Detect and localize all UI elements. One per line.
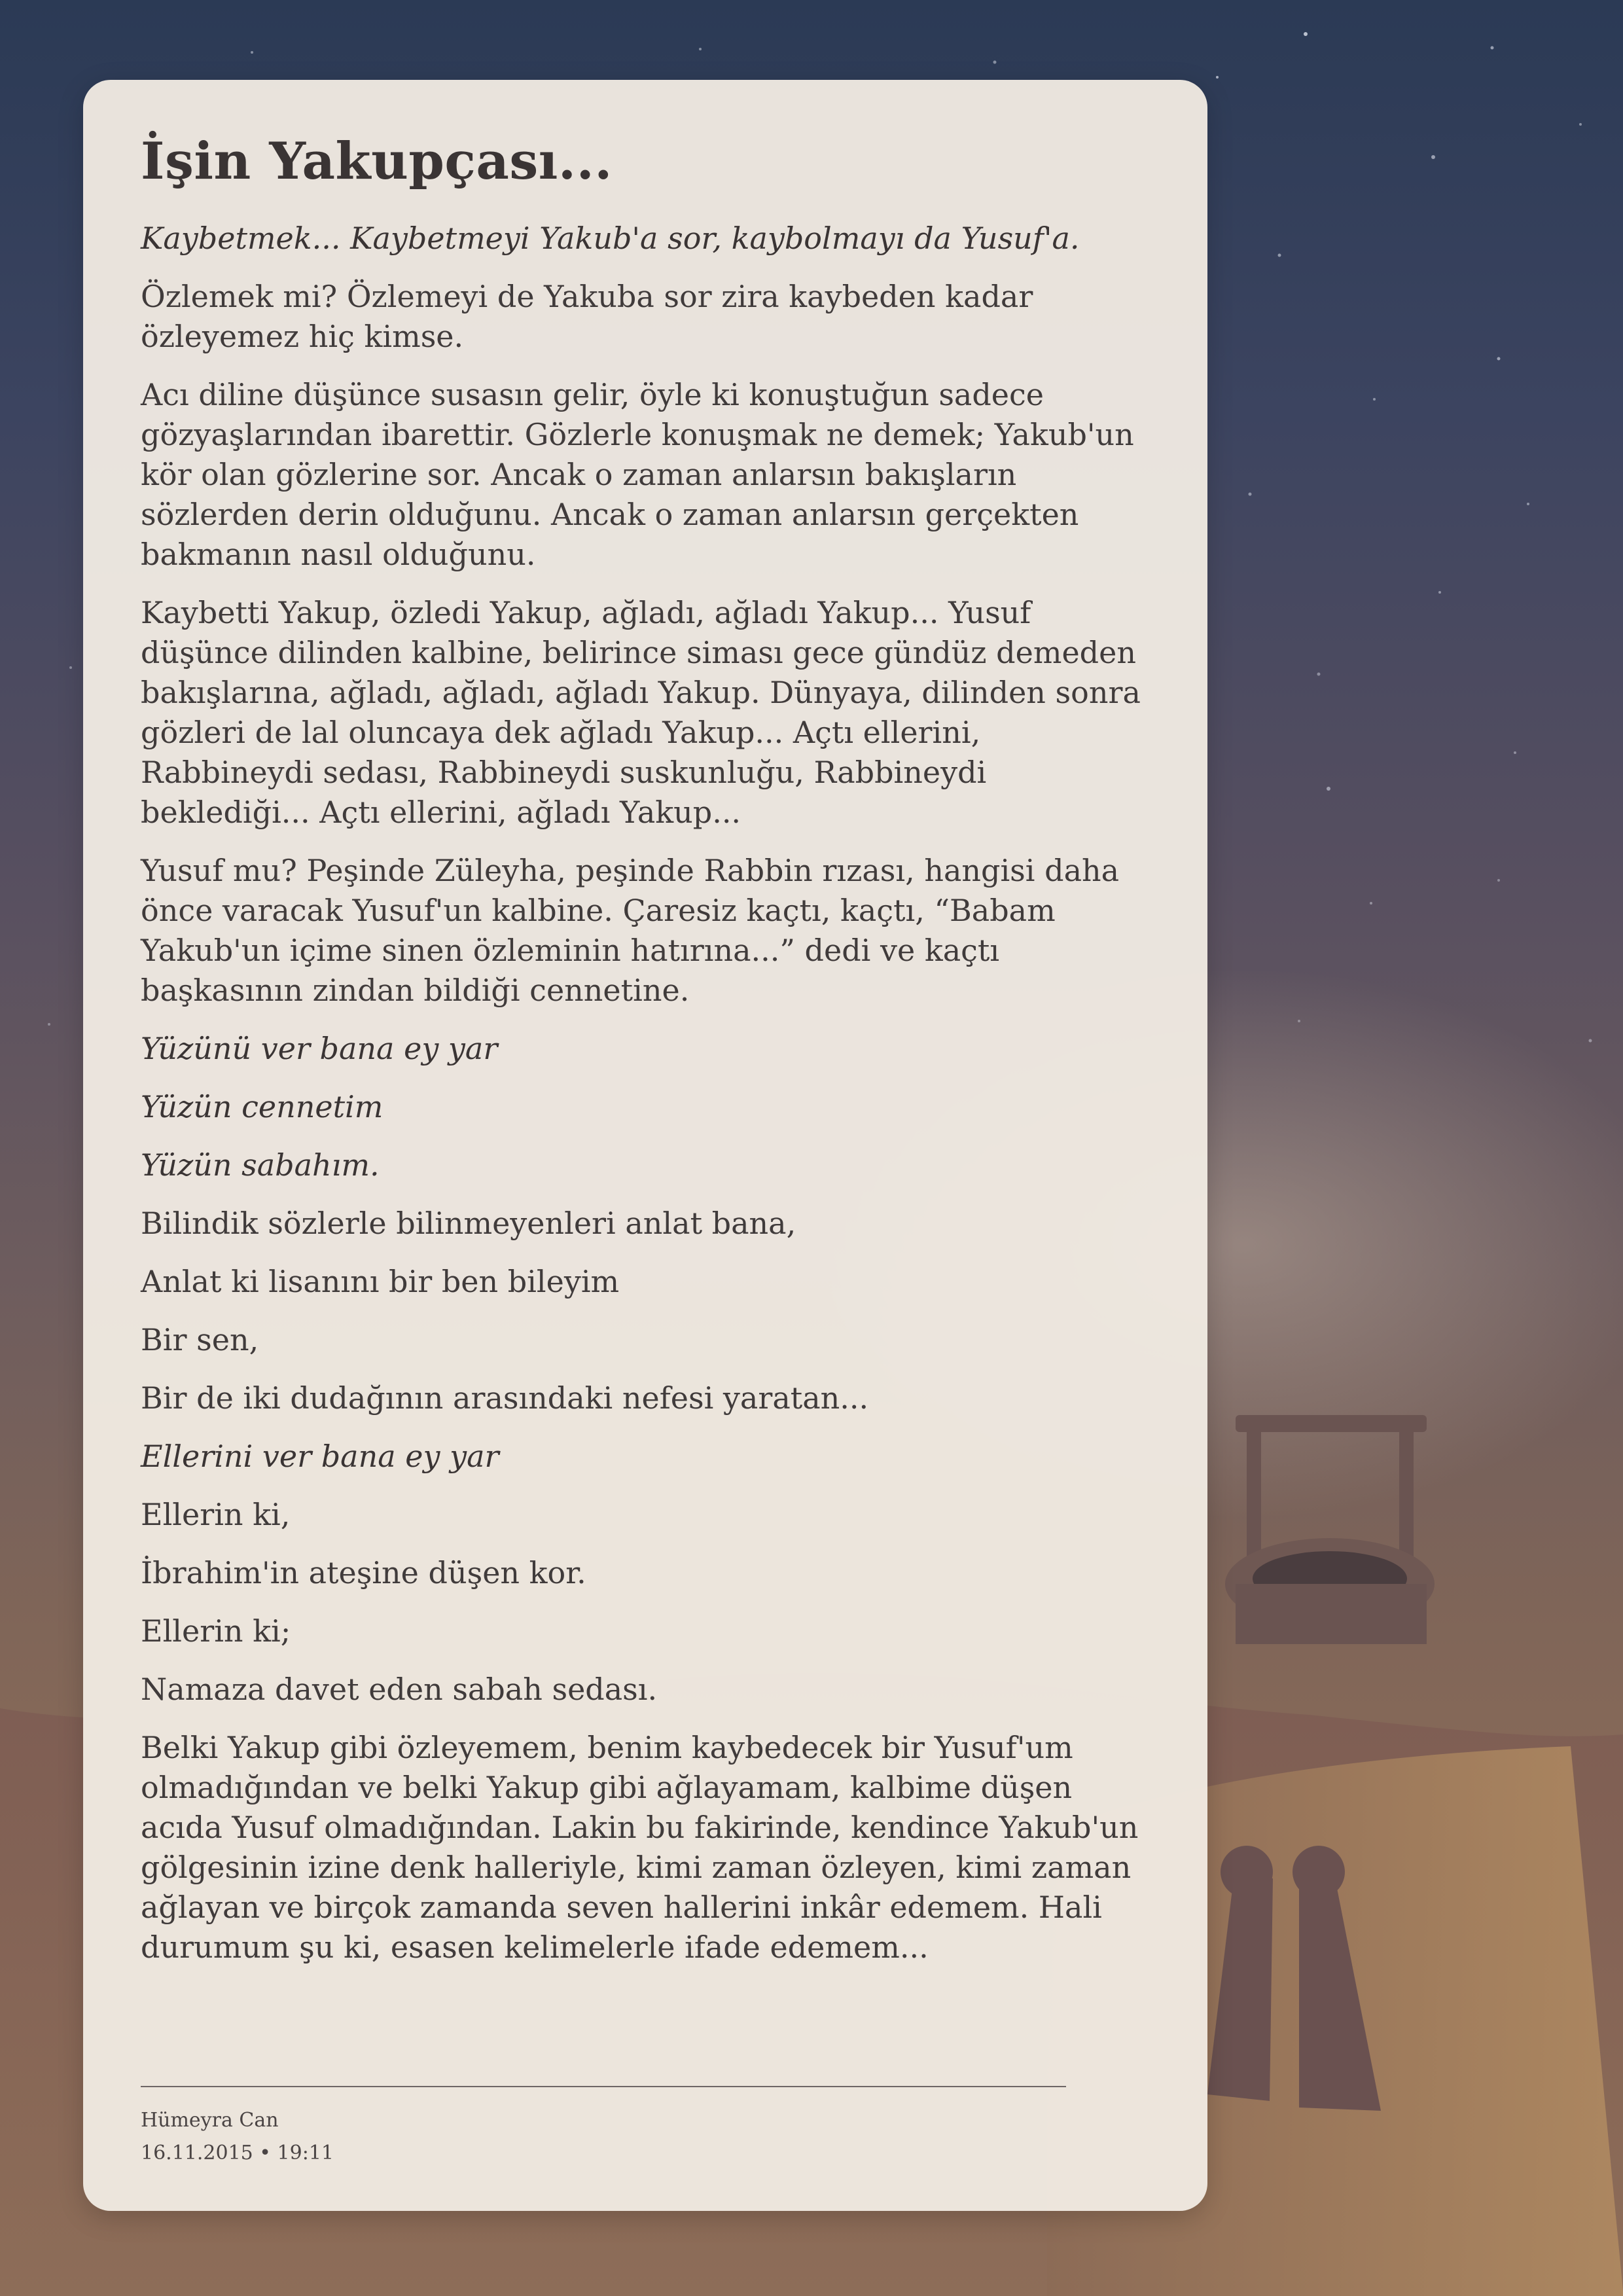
paragraph: Kaybetmek... Kaybetmeyi Yakub'a sor, kaybolmayı da Yusuf'a. bbox=[141, 220, 1080, 256]
divider bbox=[141, 2086, 1066, 2087]
paragraph: Acı diline düşünce susasın gelir, öyle ki konuştuğun sadece gözyaşlarından ibarettir. Gözlerle konuşmak ne demek; Yakub'un kör olan gözlerine sor. Ancak o zaman anlarsın bakışların sözlerden derin olduğunu. Ancak o zaman anlarsın gerçekten bakmanın nasıl olduğunu. bbox=[141, 376, 1134, 572]
author-name: Hümeyra Can bbox=[141, 2109, 279, 2132]
paragraph: Özlemek mi? Özlemeyi de Yakuba sor zira kaybeden kadar özleyemez hiç kimse. bbox=[141, 278, 1033, 354]
paragraph: Belki Yakup gibi özleyemem, benim kaybedecek bir Yusuf'um olmadığından ve belki Yakup gibi ağlayamam, kalbime düşen acıda Yusuf olmadığından. Lakin bu fakirinde, kendince Yakub'un gölgesinin izine denk halleriyle, kimi zaman özleyen, kimi zaman ağlayan ve birçok zamanda seven hallerini inkâr edemem. Hali durumum şu ki, esasen kelimelerle ifade edemem... bbox=[141, 1729, 1139, 1965]
paragraph: Bilindik sözlerle bilinmeyenleri anlat bana, bbox=[141, 1205, 796, 1241]
paragraph: Yüzünü ver bana ey yar bbox=[141, 1030, 498, 1066]
post-date: 16.11.2015 • 19:11 bbox=[141, 2142, 334, 2164]
paragraph: Anlat ki lisanını bir ben bileyim bbox=[141, 1263, 620, 1299]
article-card bbox=[83, 80, 1207, 2211]
paragraph: Ellerini ver bana ey yar bbox=[141, 1438, 499, 1474]
paragraph: Yüzün cennetim bbox=[141, 1088, 383, 1124]
paragraph: İbrahim'in ateşine düşen kor. bbox=[141, 1554, 586, 1590]
article-title: İşin Yakupçası... bbox=[141, 132, 613, 191]
paragraph: Namaza davet eden sabah sedası. bbox=[141, 1671, 658, 1707]
paragraph: Yüzün sabahım. bbox=[141, 1147, 380, 1183]
paragraph: Yusuf mu? Peşinde Züleyha, peşinde Rabbin rızası, hangisi daha önce varacak Yusuf'un kalbine. Çaresiz kaçtı, kaçtı, “Babam Yakub'un içime sinen özleminin hatırına...” dedi ve kaçtı başkasının zindan bildiği cennetine. bbox=[141, 852, 1120, 1008]
paragraph: Bir de iki dudağının arasındaki nefesi yaratan... bbox=[141, 1380, 869, 1416]
paragraph: Ellerin ki, bbox=[141, 1496, 291, 1532]
paragraph: Kaybetti Yakup, özledi Yakup, ağladı, ağladı Yakup... Yusuf düşünce dilinden kalbine, belirince siması gece gündüz demeden bakışlarına, ağladı, ağladı, ağladı Yakup. Dünyaya, dilinden sonra gözleri de lal oluncaya dek ağladı Yakup... Açtı ellerini, Rabbineydi sedası, Rabbineydi suskunluğu, Rabbineydi beklediği... Açtı ellerini, ağladı Yakup... bbox=[141, 594, 1141, 830]
paragraph: Ellerin ki; bbox=[141, 1613, 291, 1649]
article-body bbox=[141, 219, 1150, 1967]
paragraph: Bir sen, bbox=[141, 1321, 259, 1357]
